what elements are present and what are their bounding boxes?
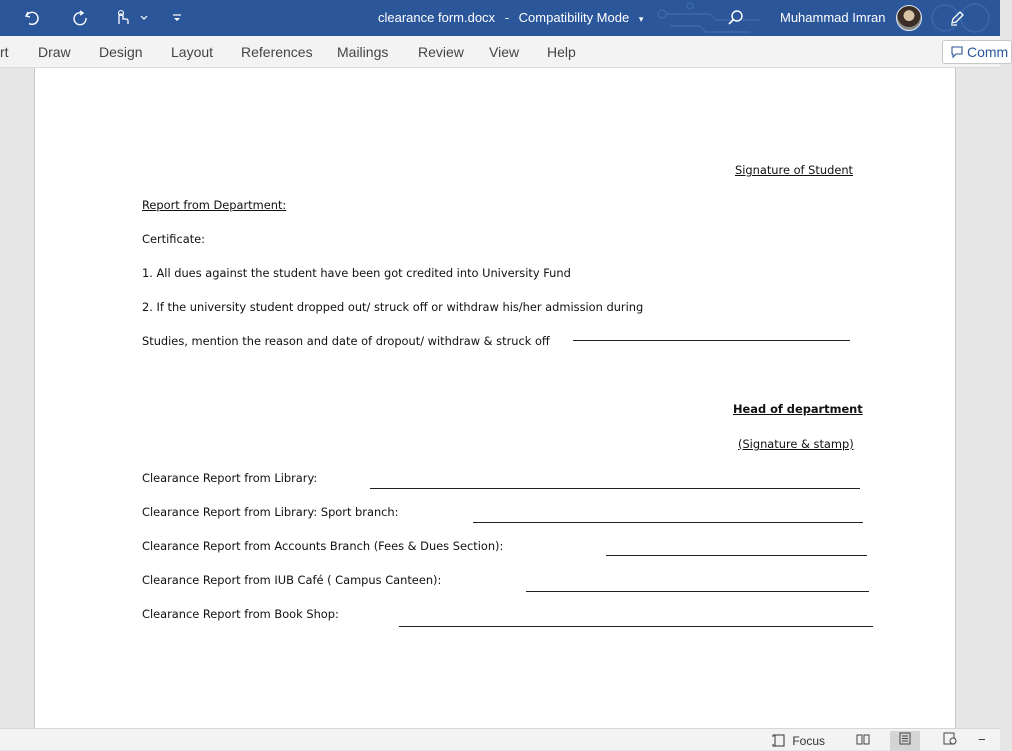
signature-and-stamp: (Signature & stamp) <box>738 437 854 451</box>
web-layout-view-button[interactable] <box>935 731 965 751</box>
avatar[interactable] <box>896 5 922 31</box>
pen-icon[interactable] <box>944 7 970 29</box>
decorative-circuit-pattern <box>650 0 770 36</box>
ribbon-tab-bar <box>0 36 1009 68</box>
tab-insert[interactable]: rt <box>0 44 9 60</box>
clearance-sport-branch: Clearance Report from Library: Sport branch: <box>142 505 399 519</box>
certificate-item-2: 2. If the university student dropped out/ struck off or withdraw his/her admission during <box>142 300 644 314</box>
document-canvas <box>0 68 1000 728</box>
signature-of-student: Signature of Student <box>735 163 854 177</box>
blank-line-campus-canteen <box>526 591 869 592</box>
read-mode-icon <box>856 732 870 750</box>
comment-icon <box>951 45 963 61</box>
tab-review[interactable]: Review <box>418 44 464 60</box>
document-name: clearance form.docx <box>378 10 496 25</box>
title-bar <box>0 0 1000 36</box>
title-separator: - <box>504 10 510 25</box>
blank-line-accounts-branch <box>606 555 867 556</box>
tab-design[interactable]: Design <box>99 44 143 60</box>
blank-line-book-shop <box>399 626 873 627</box>
search-icon[interactable] <box>724 7 748 29</box>
web-layout-icon <box>943 732 957 750</box>
redo-icon[interactable] <box>68 7 92 29</box>
blank-line-dropout-reason <box>573 340 850 341</box>
document-page[interactable] <box>34 68 956 728</box>
zoom-out-button[interactable]: − <box>978 732 986 747</box>
undo-icon[interactable] <box>20 7 44 29</box>
clearance-book-shop: Clearance Report from Book Shop: <box>142 607 339 621</box>
chevron-down-icon: ▾ <box>638 14 644 24</box>
compatibility-mode-label: Compatibility Mode <box>518 10 630 25</box>
clearance-library: Clearance Report from Library: <box>142 471 318 485</box>
comments-label: Comm <box>967 44 1009 60</box>
print-layout-icon <box>899 732 911 750</box>
tab-draw[interactable]: Draw <box>38 44 71 60</box>
tab-references[interactable]: References <box>241 44 313 60</box>
clearance-accounts-branch: Clearance Report from Accounts Branch (Fees & Dues Section): <box>142 539 504 553</box>
document-title[interactable] <box>378 10 643 25</box>
tab-layout[interactable]: Layout <box>171 44 214 60</box>
blank-line-sport-branch <box>473 522 863 523</box>
focus-icon <box>772 734 792 748</box>
focus-button[interactable] <box>772 734 825 748</box>
report-from-department-heading: Report from Department: <box>142 198 287 212</box>
read-mode-view-button[interactable] <box>848 731 878 751</box>
user-name[interactable]: Muhammad Imran <box>780 10 886 25</box>
tab-mailings[interactable]: Mailings <box>337 44 389 60</box>
tab-help[interactable]: Help <box>547 44 576 60</box>
head-of-department: Head of department <box>733 402 863 416</box>
clearance-campus-canteen: Clearance Report from IUB Café ( Campus Canteen): <box>142 573 442 587</box>
customize-toolbar-icon[interactable] <box>168 7 186 29</box>
focus-label: Focus <box>792 734 826 748</box>
certificate-item-1: 1. All dues against the student have been got credited into University Fund <box>142 266 571 280</box>
comments-button[interactable] <box>942 40 1012 64</box>
certificate-item-2-continued: Studies, mention the reason and date of dropout/ withdraw & struck off <box>142 334 550 348</box>
print-layout-view-button[interactable] <box>890 731 920 751</box>
tab-view[interactable]: View <box>489 44 520 60</box>
touch-mode-icon[interactable] <box>112 7 152 29</box>
status-bar <box>0 728 1000 750</box>
blank-line-library <box>370 488 860 489</box>
certificate-label: Certificate: <box>142 232 206 246</box>
